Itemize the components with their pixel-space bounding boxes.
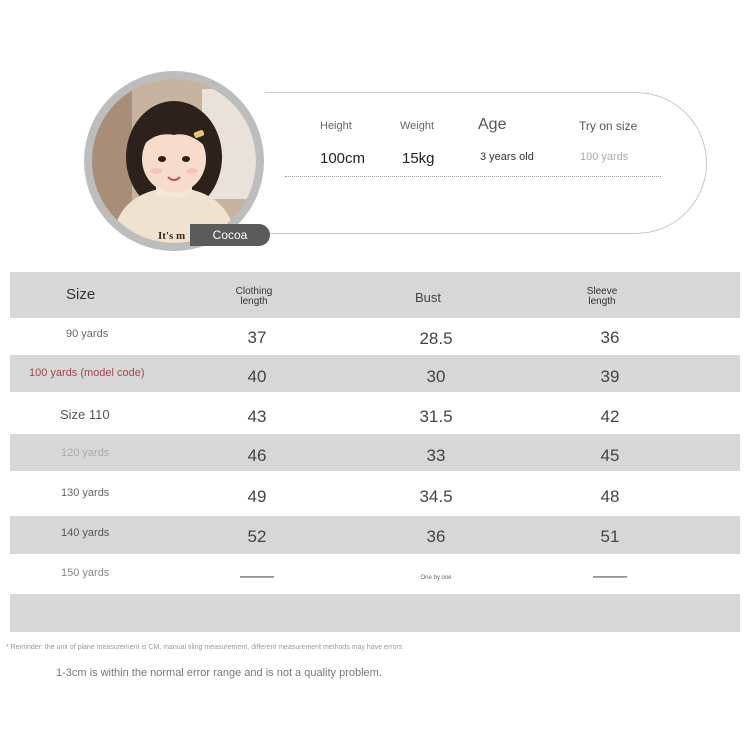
table-footer-band (10, 594, 740, 632)
age-value: 3 years old (480, 151, 534, 163)
table-row (10, 318, 740, 355)
table-row (10, 392, 740, 434)
row-size: 150 yards (61, 567, 110, 579)
height-label: Height (320, 120, 352, 132)
row-size: 100 yards (model code) (29, 367, 145, 379)
row-size: 120 yards (61, 447, 110, 459)
row-clothing-length: 40 (247, 367, 267, 386)
model-photo (92, 79, 256, 243)
header-clothing-line1: Clothing (235, 286, 273, 297)
header-sleeve-length (562, 287, 642, 307)
table-header-row (10, 272, 740, 318)
row-sleeve-length: 39 (600, 367, 620, 386)
row-clothing-length: 37 (247, 328, 267, 347)
row-bust: 30 (426, 367, 446, 386)
shirt-print-text: It's m (158, 230, 186, 242)
row-sleeve-length: 48 (600, 487, 620, 506)
height-value: 100cm (320, 150, 366, 167)
table-row (10, 471, 740, 516)
error-range-note: 1-3cm is within the normal error range and is not a quality problem. (56, 667, 382, 679)
row-clothing-length: 46 (247, 446, 267, 465)
header-sleeve-line2: length (588, 296, 616, 307)
row-clothing-length: 43 (247, 407, 267, 426)
row-size: Size 110 (60, 407, 110, 422)
model-name-tag: Cocoa (190, 224, 270, 246)
stats-divider (285, 176, 661, 177)
row-size: 90 yards (66, 328, 109, 340)
header-size: Size (66, 286, 96, 303)
row-sleeve-length: 51 (600, 527, 620, 546)
row-bust: 28.5 (419, 329, 453, 348)
table-row (10, 434, 740, 471)
table-row (10, 554, 740, 594)
row-size: 140 yards (61, 527, 110, 539)
row-bust: 31.5 (419, 407, 453, 426)
weight-label: Weight (400, 120, 435, 132)
weight-value: 15kg (402, 150, 435, 167)
row-bust: 34.5 (419, 487, 453, 506)
try-on-size-value: 100 yards (580, 151, 629, 163)
row-size: 130 yards (61, 487, 110, 499)
row-sleeve-length: 45 (600, 446, 620, 465)
try-on-size-label: Try on size (579, 119, 638, 133)
child-photo-illustration (92, 79, 256, 243)
header-clothing-length (214, 287, 294, 307)
row-bust: 36 (426, 527, 446, 546)
measurement-reminder: * Reminder: the unit of plane measurement is CM, manual tiling measurement, different measurement methods may have errors (6, 644, 403, 651)
row-clothing-length: 52 (247, 527, 267, 546)
header-sleeve-line1: Sleeve (586, 286, 618, 297)
row-bust: One by one (420, 575, 452, 581)
row-sleeve-length: 42 (600, 407, 620, 426)
row-clothing-length: —— (240, 566, 274, 585)
row-sleeve-length: —— (593, 566, 627, 585)
row-clothing-length: 49 (247, 487, 267, 506)
header-clothing-line2: length (240, 296, 268, 307)
header-bust: Bust (414, 290, 441, 305)
row-bust: 33 (426, 446, 446, 465)
row-sleeve-length: 36 (600, 328, 620, 347)
age-label: Age (478, 116, 507, 133)
table-row-highlighted (10, 355, 740, 392)
table-row (10, 516, 740, 554)
